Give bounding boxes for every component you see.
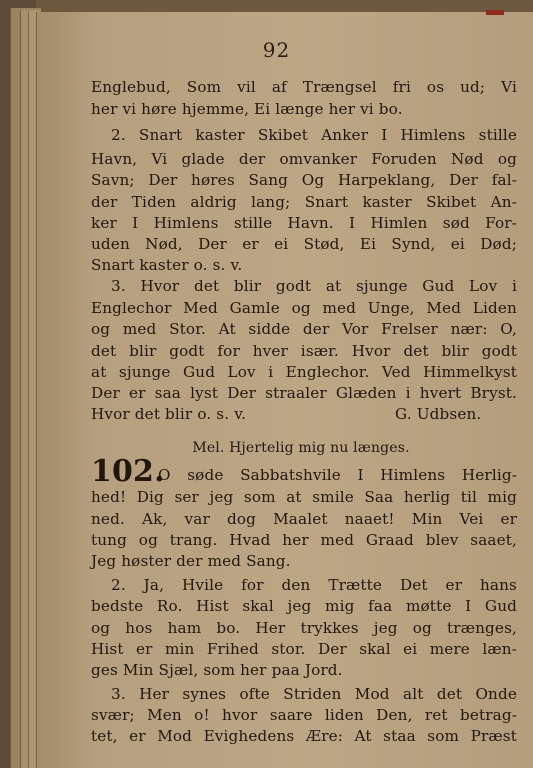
text-line: tet, er Mod Evighedens Ære: At staa som Præst	[91, 727, 517, 745]
text-line: 2. Snart kaster Skibet Anker I Himlens stille	[111, 126, 517, 144]
text-line: ned. Ak, var dog Maalet naaet! Min Vei er	[91, 510, 517, 528]
text-line: der Tiden aldrig lang; Snart kaster Skibet An-	[91, 193, 517, 211]
text-line: og med Stor. At sidde der Vor Frelser nær: O,	[91, 320, 517, 338]
text-line: Englechor Med Gamle og med Unge, Med Liden	[91, 299, 517, 317]
page-number: 92	[262, 38, 291, 62]
text-line: Havn, Vi glade der omvanker Foruden Nød og	[91, 150, 517, 168]
text-line: Jeg høster der med Sang.	[91, 552, 291, 570]
text-line: svær; Men o! hvor saare liden Den, ret betrag-	[91, 706, 517, 724]
melody-heading: Mel. Hjertelig mig nu længes.	[192, 440, 410, 456]
text-line: ker I Himlens stille Havn. I Himlen sød For-	[91, 214, 517, 232]
text-line: her vi høre hjemme, Ei længe her vi bo.	[91, 100, 403, 118]
text-line: hed! Dig ser jeg som at smile Saa herlig til mig	[91, 488, 517, 506]
text-line: og hos ham bo. Her trykkes jeg og trænges,	[91, 619, 517, 637]
text-line: Der er saa lyst Der straaler Glæden i hvert Bryst.	[91, 384, 517, 402]
text-line: Snart kaster o. s. v.	[91, 256, 243, 274]
ribbon-marker	[486, 10, 504, 15]
hymn-number: 102.	[91, 454, 165, 489]
text-line: tung og trang. Hvad her med Graad blev saaet,	[91, 531, 517, 549]
text-line: Englebud, Som vil af Trængsel fri os ud; Vi	[91, 78, 517, 96]
author-signature: G. Udbsen.	[395, 405, 482, 423]
text-line: at sjunge Gud Lov i Englechor. Ved Himmelkyst	[91, 363, 517, 381]
text-line: Savn; Der høres Sang Og Harpeklang, Der fal-	[91, 171, 517, 189]
text-line: 3. Her synes ofte Striden Mod alt det Onde	[111, 685, 517, 703]
text-line: bedste Ro. Hist skal jeg mig faa møtte I Gud	[91, 597, 517, 615]
text-line: det blir godt for hver især. Hvor det blir godt	[91, 342, 517, 360]
top-shadow	[36, 0, 533, 12]
text-line: uden Nød, Der er ei Stød, Ei Synd, ei Død;	[91, 235, 517, 253]
text-line: 2. Ja, Hvile for den Trætte Det er hans	[111, 576, 517, 594]
text-line: ges Min Sjæl, som her paa Jord.	[91, 661, 343, 679]
text-line: O søde Sabbatshvile I Himlens Herlig-	[158, 466, 517, 484]
text-line: Hvor det blir o. s. v.	[91, 405, 247, 423]
text-line: 3. Hvor det blir godt at sjunge Gud Lov i	[111, 277, 517, 295]
text-line: Hist er min Frihed stor. Der skal ei mere læn-	[91, 640, 517, 658]
